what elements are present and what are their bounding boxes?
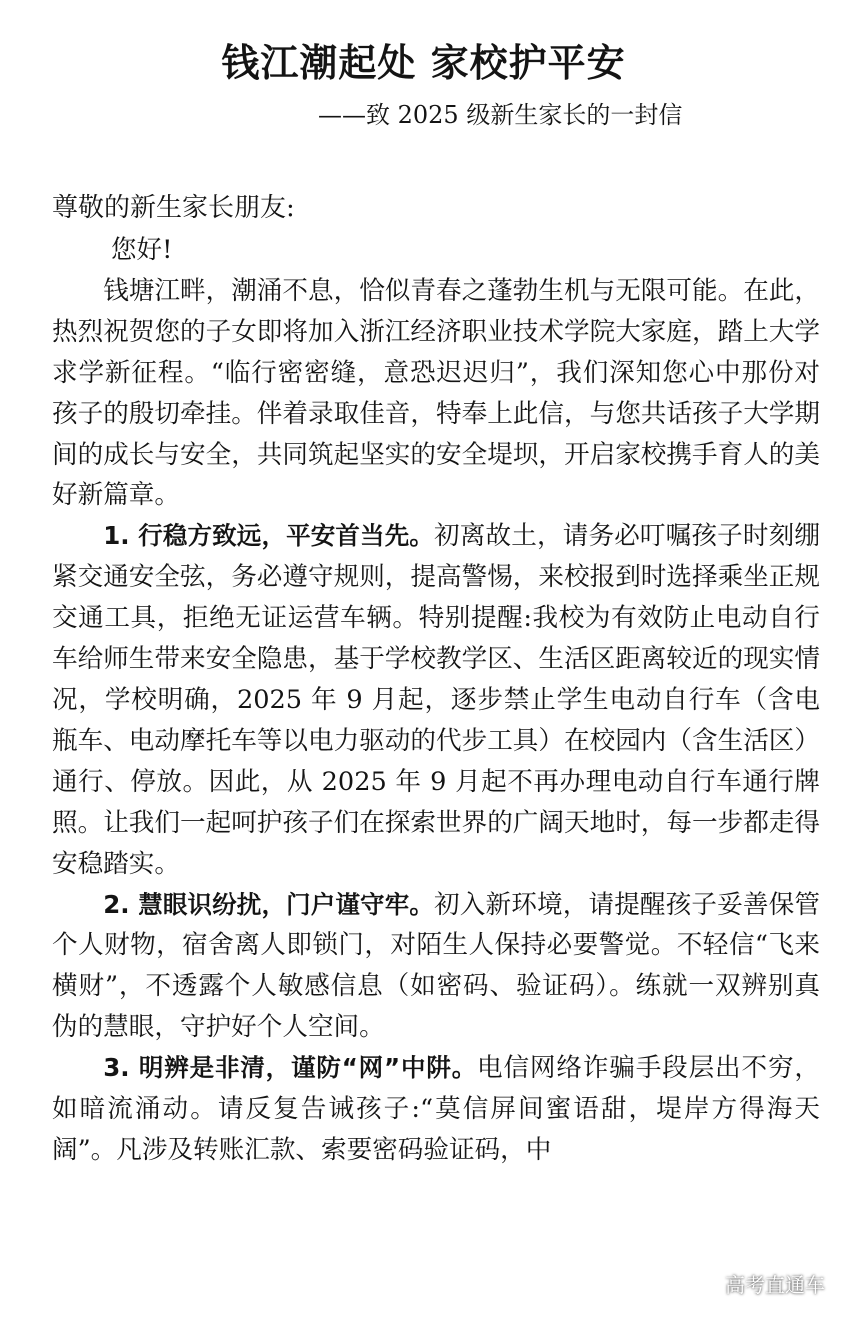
salutation: 尊敬的新生家长朋友: [52,193,295,223]
letter-title: 钱江潮起处 家校护平安 [221,41,626,85]
letter-body [52,230,820,1171]
section-paragraph-1 [52,516,820,884]
letter-subtitle: ——致 2025 级新生家长的一封信 [318,101,683,129]
section-paragraph-3 [52,1048,820,1171]
section-text-1: 初离故土，请务必叮嘱孩子时刻绷紧交通安全弦，务必遵守规则，提高警惕，来校报到时选择乘坐正规交通工具，拒绝无证运营车辆。特别提醒:我校为有效防止电动自行车给师生带来安全隐患，基于学校教学区、生活区距离较近的现实情况，学校明确，2025 年 9 月起，逐步禁止学生电动自行车（含电瓶车、电动摩托车等以电力驱动的代步工具）在校园内（含生活区）通行、停放。因此，从 2025 年 9 月起不再办理电动自行车通行牌照。让我们一起呵护孩子们在探索世界的广阔天地时，每一步都走得安稳踏实。 [52,521,820,879]
intro-paragraph: 钱塘江畔，潮涌不息，恰似青春之蓬勃生机与无限可能。在此，热烈祝贺您的子女即将加入浙江经济职业技术学院大家庭，踏上大学求学新征程。“临行密密缝，意恐迟迟归”，我们深知您心中那份对孩子的殷切牵挂。伴着录取佳音，特奉上此信，与您共话孩子大学期间的成长与安全，共同筑起坚实的安全堤坝，开启家校携手育人的美好新篇章。 [52,275,820,511]
section-paragraph-2 [52,885,820,1049]
section-text-2: 初入新环境，请提醒孩子妥善保管个人财物，宿舍离人即锁门，对陌生人保持必要警觉。不轻信“飞来横财”，不透露个人敏感信息（如密码、验证码）。练就一双辨别真伪的慧眼，守护好个人空间。 [52,889,820,1043]
section-heading-1: 1. 行稳方致远，平安首当先。 [103,521,434,551]
section-text-3: 电信网络诈骗手段层出不穷，如暗流涌动。请反复告诫孩子:“莫信屏间蜜语甜，堤岸方得海天阔”。凡涉及转账汇款、索要密码验证码，中 [52,1053,820,1165]
watermark: 高考直通车 [725,1273,825,1297]
greeting: 您好! [110,235,173,265]
section-heading-3: 3. 明辨是非清，谨防“网”中阱。 [103,1053,478,1083]
section-heading-2: 2. 慧眼识纷扰，门户谨守牢。 [103,889,434,919]
